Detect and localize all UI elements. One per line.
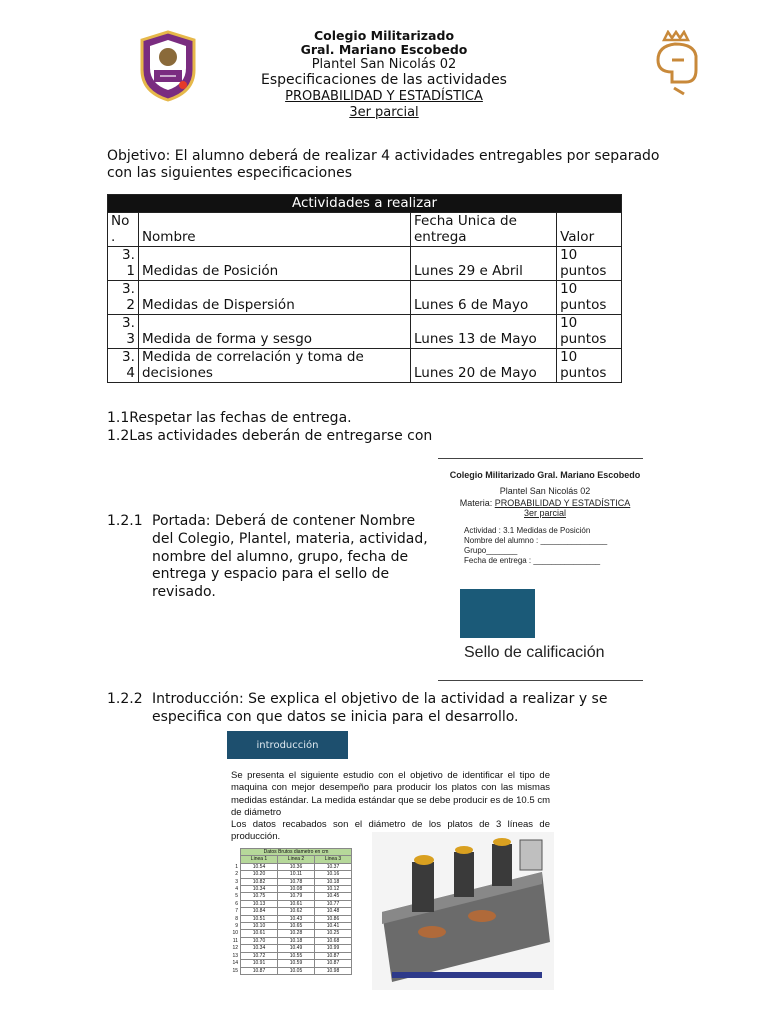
raw-data-index: 11 xyxy=(232,937,238,944)
raw-data-cell: 10.49 xyxy=(278,945,315,952)
raw-data-row xyxy=(232,900,352,907)
raw-data-index: 8 xyxy=(235,915,238,922)
raw-data-cell: 10.68 xyxy=(315,937,352,944)
activity-value: 10 puntos xyxy=(557,314,622,348)
campus-name: Plantel San Nicolás 02 xyxy=(311,57,457,72)
column-header-date: Fecha Unica de entrega xyxy=(410,212,556,246)
activity-name: Medida de forma y sesgo xyxy=(138,314,410,348)
table-row xyxy=(108,246,622,280)
point-1-1: 1.1Respetar las fechas de entrega. xyxy=(107,410,352,426)
raw-data-cell: 10.51 xyxy=(241,915,278,922)
point-1-2-2-number: 1.2.2 xyxy=(107,691,143,707)
raw-data-row xyxy=(232,878,352,885)
raw-data-index: 5 xyxy=(235,893,238,900)
raw-data-cell: 10.16 xyxy=(315,871,352,878)
raw-data-cell: 10.05 xyxy=(278,967,315,974)
raw-data-row xyxy=(232,908,352,915)
raw-data-cell: 10.48 xyxy=(315,908,352,915)
raw-data-row xyxy=(232,945,352,952)
activity-name: Medida de correlación y toma de decisiones xyxy=(138,348,410,382)
cover-campus: Plantel San Nicolás 02 xyxy=(499,485,591,496)
raw-data-index: 13 xyxy=(232,952,238,959)
column-header-value: Valor xyxy=(557,212,622,246)
activity-number: 3. 4 xyxy=(108,348,139,382)
raw-data-cell: 10.55 xyxy=(278,952,315,959)
intro-paragraph-2: Los datos recabados son el diámetro de los platos de 3 líneas de producción. xyxy=(231,819,550,843)
raw-data-index: 4 xyxy=(235,886,238,893)
raw-data-cell: 10.59 xyxy=(278,960,315,967)
cover-student: Nombre del alumno : _______________ xyxy=(464,535,608,545)
raw-data-col-3: Linea 3 xyxy=(315,856,352,863)
document-title: Especificaciones de las actividades xyxy=(261,72,507,88)
cover-activity: Actividad : 3.1 Medidas de Posición xyxy=(464,525,591,535)
activity-name: Medidas de Dispersión xyxy=(138,280,410,314)
raw-data-cell: 10.37 xyxy=(315,863,352,870)
point-1-2-2-text: Introducción: Se explica el objetivo de la actividad a realizar y se especifica con que datos se inicia para el desarrollo. xyxy=(152,691,608,725)
raw-data-index: 2 xyxy=(235,871,238,878)
cover-title: Colegio Militarizado Gral. Mariano Escobedo xyxy=(449,470,641,480)
activity-date: Lunes 6 de Mayo xyxy=(410,280,556,314)
raw-data-cell: 10.82 xyxy=(241,878,278,885)
table-row xyxy=(108,348,622,382)
cover-materia-label: Materia: xyxy=(459,497,493,508)
raw-data-cell: 10.08 xyxy=(278,886,315,893)
raw-data-cell: 10.43 xyxy=(278,915,315,922)
raw-data-cell: 10.65 xyxy=(278,923,315,930)
point-1-2: 1.2Las actividades deberán de entregarse con xyxy=(107,428,433,444)
activities-table xyxy=(107,194,622,383)
activity-number: 3. 1 xyxy=(108,246,139,280)
activity-number: 3. 2 xyxy=(108,280,139,314)
raw-data-cell: 10.78 xyxy=(278,878,315,885)
raw-data-cell: 10.87 xyxy=(315,960,352,967)
raw-data-cell: 10.25 xyxy=(315,930,352,937)
raw-data-cell: 10.41 xyxy=(315,923,352,930)
activity-value: 10 puntos xyxy=(557,348,622,382)
raw-data-index: 12 xyxy=(232,945,238,952)
raw-data-row xyxy=(232,915,352,922)
raw-data-cell: 10.10 xyxy=(241,923,278,930)
raw-data-cell: 10.20 xyxy=(241,871,278,878)
intro-paragraph-1: Se presenta el siguiente estudio con el objetivo de identificar el tipo de maquina con mejor desempeño para producir los platos con las mismas medidas estándar. La medida estándar que se debe producir es de 10.5 cm de diámetro xyxy=(231,770,550,818)
raw-data-cell: 10.12 xyxy=(315,886,352,893)
raw-data-cell: 10.87 xyxy=(315,952,352,959)
activity-date: Lunes 20 de Mayo xyxy=(410,348,556,382)
activity-name: Medidas de Posición xyxy=(138,246,410,280)
raw-data-row xyxy=(232,930,352,937)
column-header-no: No . xyxy=(108,212,139,246)
production-machines-photo xyxy=(372,832,554,990)
raw-data-index: 9 xyxy=(235,923,238,930)
raw-data-row xyxy=(232,893,352,900)
school-name-line1: Colegio Militarizado xyxy=(313,28,455,43)
activity-number: 3. 3 xyxy=(108,314,139,348)
raw-data-index: 10 xyxy=(232,930,238,937)
raw-data-cell: 10.87 xyxy=(241,967,278,974)
raw-data-table-title: Datos Brutos diametro en cm xyxy=(241,849,352,856)
raw-data-cell: 10.54 xyxy=(241,863,278,870)
seal-label: Sello de calificación xyxy=(464,644,605,661)
cover-date: Fecha de entrega : _______________ xyxy=(464,555,601,565)
raw-data-row xyxy=(232,937,352,944)
raw-data-row xyxy=(232,967,352,974)
raw-data-row xyxy=(232,923,352,930)
objective-text: Objetivo: El alumno deberá de realizar 4 actividades entregables por separado con las siguientes especificaciones xyxy=(107,148,660,181)
raw-data-cell: 10.84 xyxy=(241,908,278,915)
raw-data-index: 1 xyxy=(235,863,238,870)
raw-data-cell: 10.61 xyxy=(278,900,315,907)
raw-data-cell: 10.36 xyxy=(278,863,315,870)
raw-data-cell: 10.18 xyxy=(278,937,315,944)
activity-value: 10 puntos xyxy=(557,280,622,314)
raw-data-index: 6 xyxy=(235,900,238,907)
term-label: 3er parcial xyxy=(349,105,419,120)
raw-data-row xyxy=(232,886,352,893)
raw-data-row xyxy=(232,960,352,967)
raw-data-index: 3 xyxy=(235,878,238,885)
divider xyxy=(438,680,643,681)
school-name-line2: Gral. Mariano Escobedo xyxy=(300,42,468,57)
raw-data-cell: 10.18 xyxy=(315,878,352,885)
raw-data-cell: 10.61 xyxy=(241,930,278,937)
raw-data-cell: 10.98 xyxy=(315,967,352,974)
raw-data-cell: 10.62 xyxy=(278,908,315,915)
table-row xyxy=(108,314,622,348)
raw-data-col-2: Linea 2 xyxy=(278,856,315,863)
raw-data-col-1: Linea 1 xyxy=(241,856,278,863)
raw-data-index: 15 xyxy=(232,967,238,974)
raw-data-cell: 10.34 xyxy=(241,886,278,893)
raw-data-cell: 10.13 xyxy=(241,900,278,907)
raw-data-index: 7 xyxy=(235,908,238,915)
raw-data-cell: 10.70 xyxy=(241,937,278,944)
cover-group: Grupo_______ xyxy=(464,545,518,555)
raw-data-cell: 10.34 xyxy=(241,945,278,952)
raw-data-cell: 10.99 xyxy=(315,945,352,952)
column-header-name: Nombre xyxy=(138,212,410,246)
brand-crown-logo xyxy=(650,30,700,98)
raw-data-cell: 10.11 xyxy=(278,871,315,878)
seal-box xyxy=(460,589,535,638)
raw-data-cell: 10.77 xyxy=(315,900,352,907)
raw-data-cell: 10.28 xyxy=(278,930,315,937)
activity-date: Lunes 13 de Mayo xyxy=(410,314,556,348)
raw-data-row xyxy=(232,863,352,870)
raw-data-row xyxy=(232,952,352,959)
cover-term: 3er parcial xyxy=(523,507,567,518)
cover-example xyxy=(440,470,650,566)
raw-data-index: 14 xyxy=(232,960,238,967)
activities-table-title: Actividades a realizar xyxy=(108,195,622,213)
school-crest-logo xyxy=(138,30,198,102)
raw-data-cell: 10.72 xyxy=(241,952,278,959)
point-1-2-1-text: Portada: Deberá de contener Nombre del Colegio, Plantel, materia, actividad, nombre del alumno, grupo, fecha de entrega y espacio para el sello de revisado. xyxy=(152,513,428,601)
subject-name: PROBABILIDAD Y ESTADÍSTICA xyxy=(285,89,483,104)
raw-data-cell: 10.86 xyxy=(315,915,352,922)
raw-data-cell: 10.79 xyxy=(278,893,315,900)
point-1-2-1-number: 1.2.1 xyxy=(107,513,143,529)
activity-value: 10 puntos xyxy=(557,246,622,280)
cover-materia-value: PROBABILIDAD Y ESTADÍSTICA xyxy=(494,497,631,508)
activity-date: Lunes 29 e Abril xyxy=(410,246,556,280)
raw-data-row xyxy=(232,871,352,878)
divider xyxy=(438,458,643,459)
raw-data-cell: 10.75 xyxy=(241,893,278,900)
raw-data-table xyxy=(232,848,352,975)
table-row xyxy=(108,280,622,314)
raw-data-cell: 10.91 xyxy=(241,960,278,967)
raw-data-cell: 10.45 xyxy=(315,893,352,900)
introduction-banner: introducción xyxy=(227,731,348,759)
